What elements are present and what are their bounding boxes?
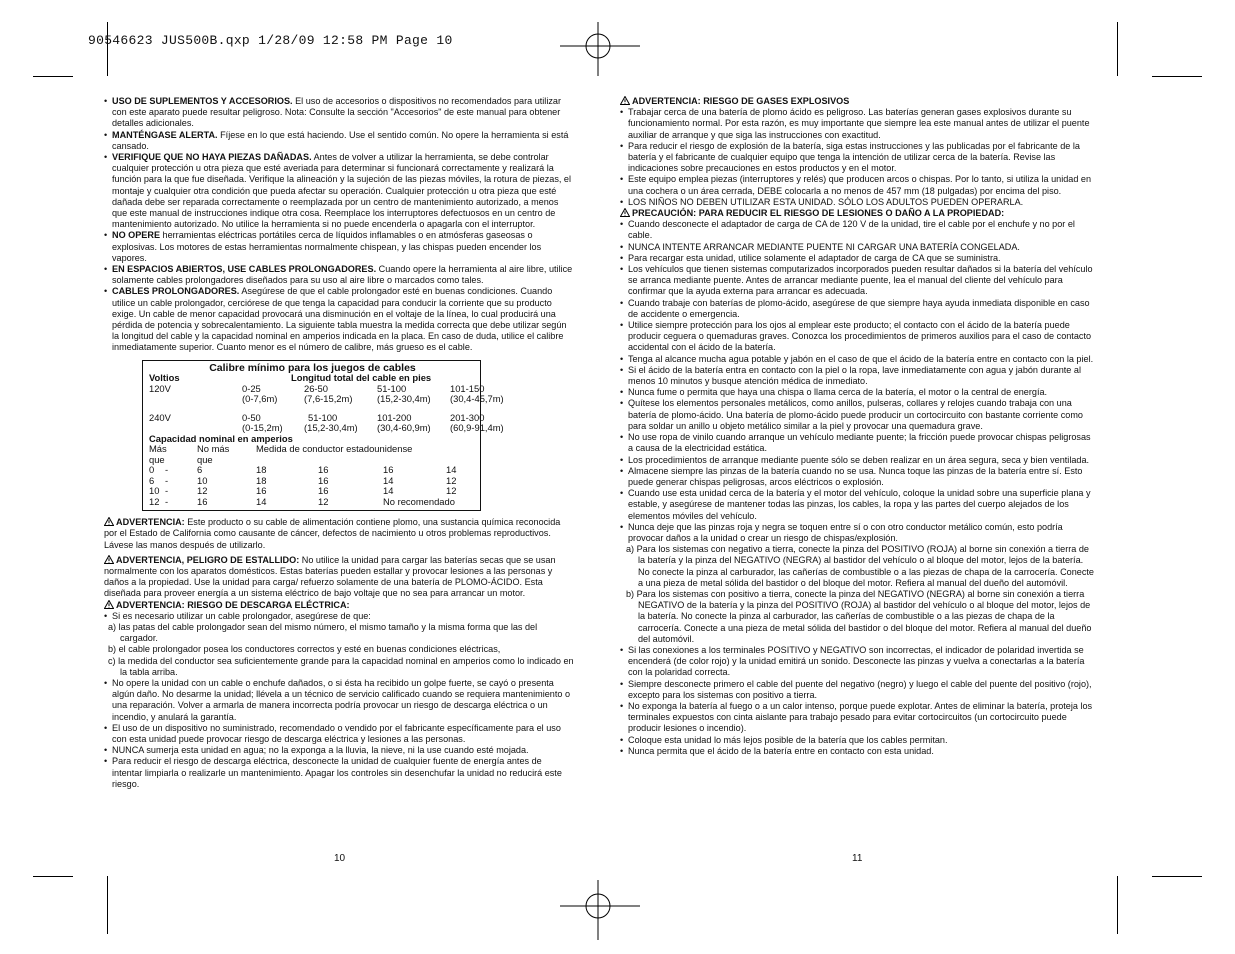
list-item: • Para recargar esta unidad, utilice solamente el adaptador de carga de CA que se suministra. — [620, 253, 1095, 264]
warning-lead: ADVERTENCIA: Este producto o su cable de alimentación contiene plomo, una sustancia química reconocida por el Estado de California como causante de cáncer, defectos de nacimiento u otros problemas reproductivos. Lávese las manos después de utilizarlo. — [104, 517, 561, 550]
list-item: • Este equipo emplea piezas (interruptores y relés) que producen arcos o chispas. Por lo tanto, si utiliza la unidad en una cochera o un área cerrada, DEBE colocarla a no menos de 457 mm (18 pulgadas) por encima del piso. — [620, 174, 1095, 196]
list-item: • Trabajar cerca de una batería de plomo ácido es peligroso. Las baterías generan gases explosivos durante su funcionamiento normal. Por esta razón, es muy importante que siempre lea este manual antes de utilizar el puente auxiliar de arranque y que siga las instrucciones con exactitud. — [620, 107, 1095, 141]
list-item: • Coloque esta unidad lo más lejos posible de la batería que los cables permitan. — [620, 735, 1095, 746]
list-item: b) el cable prolongador posea los conductores correctos y esté en buenas condiciones eléctricas, — [108, 644, 501, 655]
page-number-right: 11 — [852, 853, 863, 864]
list-item: • Si es necesario utilizar un cable prolongador, asegúrese de que: — [104, 611, 574, 622]
list-item: • Para reducir el riesgo de descarga eléctrica, desconecte la unidad de cualquier fuente de energía antes de intentar limpiarla o realizarle un mantenimiento. Apagar los controles sin desenchufar la unidad no reducirá este riesgo. — [104, 756, 574, 790]
list-item: • Los vehículos que tienen sistemas computarizados incorporados pueden resultar dañados si la batería del vehículo se arranca mediante puente. Antes de arrancar mediante puente, lea el manual del cliente del vehículo para confirmar que la ayuda externa para arrancar es adecuada. — [620, 264, 1095, 298]
table-row: 12 - 16 14 12 No recomendado — [149, 495, 455, 507]
right-column — [620, 96, 1095, 757]
amps-header: Capacidad nominal en amperios — [149, 432, 293, 444]
list-item: • NUNCA INTENTE ARRANCAR MEDIANTE PUENTE NI CARGAR UNA BATERÍA CONGELADA. — [620, 242, 1095, 253]
warning-triangle-icon — [104, 555, 114, 564]
list-item: • Nunca deje que las pinzas roja y negra se toquen entre sí o con otro conductor metálico común, esto podría provocar daños a la unidad o crear un riesgo de chispas/explosión. — [620, 522, 1095, 544]
print-slug: 90546623 JUS500B.qxp 1/28/09 12:58 PM Page 10 — [88, 33, 453, 48]
list-item: • Nunca permita que el ácido de la batería entre en contacto con esta unidad. — [620, 746, 1095, 757]
list-item: • Tenga al alcance mucha agua potable y jabón en el caso de que el ácido de la batería entre en contacto con la piel. — [620, 354, 1095, 365]
wire-gauge-table: Calibre mínimo para los juegos de cables Voltios Longitud total del cable en pies 120V 0-25 26-50 51-100 101-150 (0-7,6m) (7,6-15,2m) (15,2-30,4m) (30,4-45,7m) 240V 0-50 51-100 101-200 201-300 (0-15,2m) (15,2-30,4m) (30,4-60,9m) (60,9-91,4m) Capacidad nominal en amperios Más No más Medida de conductor estadounidense que que 0 - 6 18 16 16 14 6 - 10 18 16 14 12 10 - 12 16 16 14 12 12 - 16 14 12 No recomendado — [142, 360, 481, 512]
warning-triangle-icon — [104, 600, 114, 609]
list-item: • Los procedimientos de arranque mediante puente sólo se deben realizar en un área segura, seca y bien ventilada. — [620, 455, 1095, 466]
table-row: 0 - 6 18 16 16 14 — [149, 464, 457, 476]
list-item: • NUNCA sumerja esta unidad en agua; no la exponga a la lluvia, la nieve, ni la use cuando esté mojada. — [104, 745, 574, 756]
list-item: • Si el ácido de la batería entra en contacto con la piel o la ropa, lave inmediatamente con agua y jabón durante al menos 10 minutos y busque atención médica de inmediato. — [620, 365, 1095, 387]
row-120v: 120V 0-25 26-50 51-100 101-150 — [149, 382, 485, 394]
list-item: • Almacene siempre las pinzas de la batería cuando no se usa. Nunca toque las pinzas de la batería entre sí. Esto puede generar chispas peligrosas, arcos eléctricos o explosión. — [620, 466, 1095, 488]
list-item: a) las patas del cable prolongador sean del mismo número, el mismo tamaño y la misma forma que las del cargador. — [108, 622, 538, 644]
table-row: 6 - 10 18 16 14 12 — [149, 474, 457, 486]
list-item: a) Para los sistemas con negativo a tierra, conecte la pinza del POSITIVO (ROJA) al borne sin conexión a tierra de la batería y la pinza del NEGATIVO (NEGRA) al bastidor del vehículo o al bloque del motor, lejos de la batería. No conecte la pinza al carburador, las cañerías de combustible o a las piezas de chapa de la carrocería. Conecte a una pieza de metal sólida del bastidor o del bloque del motor. Refiera al manual del dueño del automóvil. — [626, 544, 1094, 588]
table-title: Calibre mínimo para los juegos de cables — [209, 361, 416, 374]
list-item: • Si las conexiones a los terminales POSITIVO y NEGATIVO son incorrectas, el indicador de polaridad invertida se encenderá (de color rojo) y la unidad emitirá un sonido. Desconecte las pinzas y vuelva a conectarlas a la batería con la polaridad correcta. — [620, 645, 1095, 679]
list-item: • Nunca fume o permita que haya una chispa o llama cerca de la batería, el motor o la central de energía. — [620, 387, 1095, 398]
list-item: • Cuando use esta unidad cerca de la batería y el motor del vehículo, coloque la unidad sobre una superficie plana y estable, y asegúrese de mantener todas las pinzas, los cables, la ropa y las partes del cuerpo alejados de los elementos móviles del vehículo. — [620, 488, 1095, 522]
list-item: • Quítese los elementos personales metálicos, como anillos, pulseras, collares y relojes cuando trabaja con una batería de plomo-ácido. Una batería de plomo-ácido puede producir un cortocircuito con bastante corriente como para soldar un anillo u objeto metálico similar a la piel y provocar una quemadura grave. — [620, 398, 1095, 432]
warning-electric-shock: ADVERTENCIA: RIESGO DE DESCARGA ELÉCTRICA: — [104, 600, 574, 611]
bullet-accessories: • USO DE SUPLEMENTOS Y ACCESORIOS. El uso de accesorios o dispositivos no recomendados para utilizar con este aparato puede resultar peligroso. Nota: Consulte la sección "Accesorios" de este manual para obtener detalles adicionales. — [104, 96, 574, 130]
list-item: • LOS NIÑOS NO DEBEN UTILIZAR ESTA UNIDAD. SÓLO LOS ADULTOS PUEDEN OPERARLA. — [620, 197, 1095, 208]
warning-triangle-icon — [104, 517, 114, 526]
bullet-extension-cords: • CABLES PROLONGADORES. Asegúrese de que el cable prolongador esté en buenas condiciones. Cuando utilice un cable prolongador, cerciórese de que tenga la capacidad para conducir la corriente que su producto exige. Un cable de menor capacidad provocará una disminución en el voltaje de la línea, lo cual producirá una pérdida de potencia y sobrecalentamiento. La siguiente tabla muestra la medida correcta que debe utilizar según la longitud del cable y la capacidad nominal en amperios indicada en la placa. En caso de duda, utilice el calibre inmediatamente superior. Cuanto menor es el número de calibre, más grueso es el cable. — [104, 286, 574, 353]
list-item: • Cuando desconecte el adaptador de carga de CA de 120 V de la unidad, tire el cable por el enchufe y no por el cable. — [620, 219, 1095, 241]
heading-explosive-gases: ADVERTENCIA: RIESGO DE GASES EXPLOSIVOS — [620, 96, 1095, 107]
table-row: 10 - 12 16 16 14 12 — [149, 485, 457, 497]
list-item: • Cuando trabaje con baterías de plomo-ácido, asegúrese de que siempre haya ayuda inmediata disponible en caso de accidente o emergencia. — [620, 298, 1095, 320]
list-item: b) Para los sistemas con positivo a tierra, conecte la pinza del NEGATIVO (NEGRA) al borne sin conexión a tierra NEGATIVO de la batería y la pinza del POSITIVO (ROJA) al bastidor del vehículo o al bloque del motor, lejos de la batería. No conecte la pinza al carburador, las cañerías de combustible o a las piezas de chapa de la carrocería. Conecte a una pieza de metal sólida del bastidor o del bloque del motor. Refiera al manual del dueño del automóvil. — [626, 588, 1092, 644]
registration-mark-top — [560, 22, 640, 76]
warning-burst: ADVERTENCIA, PELIGRO DE ESTALLIDO: No utilice la unidad para cargar las baterías secas que se usan normalmente con los aparatos domésticos. Estas baterías pueden estallar y provocar lesiones a las personas y daños a la propiedad. Use la unidad para carga/ refuerzo solamente de una batería de PLOMO-ÁCIDO. Esta diseñada para proveer energía a un sistema eléctrico de bajo voltaje que no sea para arrancar un motor. — [104, 554, 556, 599]
page-number-left: 10 — [334, 853, 346, 864]
list-item: c) la medida del conductor sea suficientemente grande para la capacidad nominal en amperios como lo indicado en la tabla arriba. — [108, 655, 574, 677]
warning-triangle-icon — [620, 96, 630, 105]
list-item: • No exponga la batería al fuego o a un calor intenso, porque puede explotar. Antes de eliminar la batería, proteja los terminales expuestos con cinta aislante para trabajo pesado para evitar cortocircuitos (un cortocircuito puede producir lesiones o incendio). — [620, 701, 1095, 735]
list-item: • Utilice siempre protección para los ojos al emplear este producto; el contacto con el ácido de la batería puede producir ceguera o quemaduras graves. Conozca los procedimientos de primeros auxilios para el caso de contacto accidental con el ácido de la batería. — [620, 320, 1095, 354]
bullet-damaged-parts: • VERIFIQUE QUE NO HAYA PIEZAS DAÑADAS. Antes de volver a utilizar la herramienta, se debe controlar cualquier protección u otra pieza que esté averiada para determinar si funcionará correctamente y realizará la función para la que fue diseñada. Verifique la alineación y la sujeción de las piezas móviles, la rotura de piezas, el montaje y cualquier otra condición que pueda afectar su operación. Cualquier protección u otra pieza que esté dañada debe ser reparada correctamente o reemplazada por un centro de mantenimiento autorizado, a menos que este manual de instrucciones indique otra cosa. Reemplace los interruptores defectuosos en un centro de mantenimiento autorizado. No utilice la herramienta si no puede encenderla o apagarla con el interruptor. — [104, 152, 574, 230]
heading-caution: PRECAUCIÓN: PARA REDUCIR EL RIESGO DE LESIONES O DAÑO A LA PROPIEDAD: — [620, 208, 1095, 219]
length-header: Longitud total del cable en pies — [291, 372, 432, 384]
row-240v-metric: (0-15,2m) (15,2-30,4m) (30,4-60,9m) (60,9-91,4m) — [242, 422, 504, 434]
list-item: • El uso de un dispositivo no suministrado, recomendado o vendido por el fabricante específicamente para el uso con esta unidad puede provocar riesgo de descarga eléctrica y lesiones a las personas. — [104, 723, 574, 745]
bullet-do-not-operate: • NO OPERE herramientas eléctricas portátiles cerca de líquidos inflamables o en atmósferas gaseosas o explosivas. Los motores de estas herramientas normalmente chispean, y las chispas pueden encender los vapores. — [104, 230, 574, 264]
warning-triangle-icon — [620, 208, 630, 217]
amps-subheader: Más No más Medida de conductor estadounidense — [149, 443, 413, 455]
bullet-outdoor-cords: • EN ESPACIOS ABIERTOS, USE CABLES PROLONGADORES. Cuando opere la herramienta al aire libre, utilice solamente cables prolongadores diseñados para su uso al aire libre o marcados como tales. — [104, 264, 574, 286]
registration-mark-bottom — [560, 880, 640, 940]
list-item: • No opere la unidad con un cable o enchufe dañados, o si ésta ha recibido un golpe fuerte, se cayó o presenta algún daño. No desarme la unidad; llévela a un técnico de servicio calificado cuando se requiera mantenimiento o una reparación. Volver a armarla de manera incorrecta podría provocar un riesgo de descarga eléctrica o un incendio, y anulará la garantía. — [104, 678, 574, 723]
row-240v: 240V 0-50 51-100 101-200 201-300 — [149, 411, 485, 423]
list-item: • Siempre desconecte primero el cable del puente del negativo (negro) y luego el cable del puente del positivo (rojo), excepto para los sistemas con positivo a tierra. — [620, 679, 1095, 701]
list-item: • Para reducir el riesgo de explosión de la batería, siga estas instrucciones y las publicadas por el fabricante de la batería y el fabricante de cualquier equipo que tenga la intención de utilizar cerca de la batería. Revise las indicaciones sobre precauciones en estos productos y en el motor. — [620, 141, 1095, 175]
list-item: • No use ropa de vinilo cuando arranque un vehículo mediante puente; la fricción puede provocar chispas peligrosas a causa de la electricidad estática. — [620, 432, 1095, 454]
left-column — [104, 96, 574, 790]
bullet-stay-alert: • MANTÉNGASE ALERTA. Fíjese en lo que está haciendo. Use el sentido común. No opere la herramienta si está cansado. — [104, 130, 574, 152]
row-120v-metric: (0-7,6m) (7,6-15,2m) (15,2-30,4m) (30,4-45,7m) — [242, 393, 504, 405]
volts-header: Voltios — [149, 372, 180, 384]
